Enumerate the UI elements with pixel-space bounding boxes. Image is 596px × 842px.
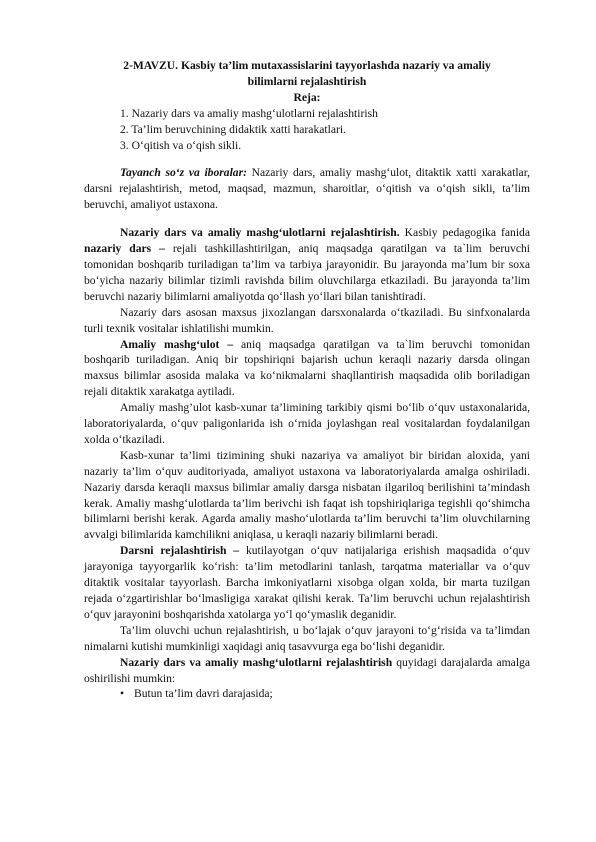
paragraph-practical-part: Amaliy mashg’ulot kasb-xunar ta’limining tarkibiy qismi bo‘lib o‘quv ustaxonalarida, laboratoriyalarda, o‘quv paligonlarida ish o‘rnida joylashgan real vositalardan foydalanilgan xolda o‘tkaziladi. (84, 401, 530, 446)
document-body (84, 58, 530, 702)
plan-item-2: 2. Ta’lim beruvchining didaktik xatti harakatlari. (120, 122, 346, 136)
list-item (84, 686, 530, 702)
plan-item-1: 1. Nazariy dars va amaliy mashg‘ulotlarni rejalashtirish (120, 106, 378, 120)
bullet-text: Butun ta’lim davri darajasida; (134, 687, 273, 701)
term-lesson-planning: Darsni rejalashtirish – (120, 544, 240, 558)
paragraph-theory-lesson: Nazariy dars va amaliy mashg‘ulotlarni rejalashtirish. Kasbiy pedagogika fanida nazariy dars – rejali tashkillashtirilgan, aniq maqsadga qaratilgan va ta`lim beruvchi tomonidan boshqarib turiladigan ta’lim va tarbiya jarayonidir. Bu jarayonda ma’lum bir soxa bo‘yicha nazariy bilimlar tizimli ravishda bilim oluvchilarga etkaziladi. Bu jarayonda ta’lim beruvchi nazariy bilimlarni amaliyotda qo‘llash yo‘llari bilan tanishtiradi. (84, 226, 530, 303)
paragraph-lesson-planning: Darsni rejalashtirish – kutilayotgan o‘quv natijalariga erishish maqsadida o‘quv jarayoniga tayyorgarlik ko‘rish: ta’lim metodlarini tanlash, tarqatma materiallar va o‘quv ditaktik vositalar tayyorlash. Barcha imkoniyatlarni xisobga olgan xolda, bir marta tuzilgan rejada o‘zgartirishlar bo‘lmasligiga xarakat qilishi kerak. Ta’lim beruvchi uchun rejalashtirish o‘quv jarayonini boshqarishda xatolarga yo‘l qo‘ymaslik deganidir. (84, 544, 531, 621)
bullet-icon: • (120, 687, 125, 701)
paragraph-learner-planning: Ta’lim oluvchi uchun rejalashtirish, u bo‘lajak o‘quv jarayoni to‘g‘risida va ta’limdan nimalarni kutishi mumkinligi xaqidagi aniq tasavvurga ega bo‘lishi deganidir. (84, 623, 530, 653)
term-planning-levels: Nazariy dars va amaliy mashg‘ulotlarni rejalashtirish (120, 655, 393, 669)
paragraph-planning-levels: Nazariy dars va amaliy mashg‘ulotlarni rejalashtirish quyidagi darajalarda amalga oshirilishi mumkin: (84, 655, 530, 685)
keywords-text: Nazariy dars, amaliy mashg‘ulot, ditaktik xatti xarakatlar, darsni rejalashtirish, metod, maqsad, mazmun, sharoitlar, o‘qitish va o‘qish sikli, ta’lim beruvchi, amaliyot ustaxona. (84, 166, 531, 212)
topic-title (84, 58, 530, 90)
paragraph-vocational-system: Kasb-xunar ta’limi tizimining shuki nazariya va amaliyot bir biridan aloxida, yani nazariy ta’lim o‘quv auditoriyada, amaliyot ustaxona va laboratoriyalarda amalga oshiriladi. Nazariy darsda keraqli maxsus bilimlar amaliy darsga nisbatan ilgariloq berilishini ta’mindash kerak. Amaliy mashg‘ulotlarda ta’lim berivchi ish faqat ish topshiriqlariga tegishli qo‘shimcha bilimlarni berishi kerak. Agarda amaliy masho‘ulotlarda ta’lim beruvchi ta’lim oluvchilarning avvalgi bilimlarida kamchilikni aniqlasa, u keraqli nazariy bilimlarni beradi. (84, 448, 530, 542)
paragraph-practical-lesson: Amaliy mashg‘ulot – aniq maqsadga qaratilgan va ta`lim beruvchi tomonidan boshqarib turiladigan. Aniq bir topshiriqni bajarish uchun keraqli nazariy darsda olingan maxsus bilimlar asosida malaka va ko‘nikmalarni shaqllantirish maqsadida olib boriladigan rejali ditaktik xarakatga aytiladi. (84, 337, 530, 399)
topic-title-line-1: 2-MAVZU. Kasbiy ta’lim mutaxassislarini tayyorlashda nazariy va amaliy (123, 59, 491, 72)
keywords-paragraph (84, 165, 530, 213)
section-heading-planning: Nazariy dars va amaliy mashg‘ulotlarni rejalashtirish. (120, 226, 400, 240)
term-theory-lesson: nazariy dars – (84, 242, 165, 256)
paragraph-classrooms: Nazariy dars asosan maxsus jixozlangan darsxonalarda o‘tkaziladi. Bu sinfxonalarda turli texnik vositalar ishlatilishi mumkin. (84, 305, 530, 335)
plan-item-3: 3. O‘qitish va o‘qish sikli. (120, 138, 242, 152)
topic-title-line-2: bilimlarni rejalashtirish (247, 74, 367, 88)
plan-heading: Reja: (293, 90, 321, 104)
term-practical-lesson: Amaliy mashg‘ulot – (120, 337, 234, 351)
plan-list (84, 106, 530, 154)
keywords-label: Tayanch so‘z va iboralar: (120, 166, 247, 180)
